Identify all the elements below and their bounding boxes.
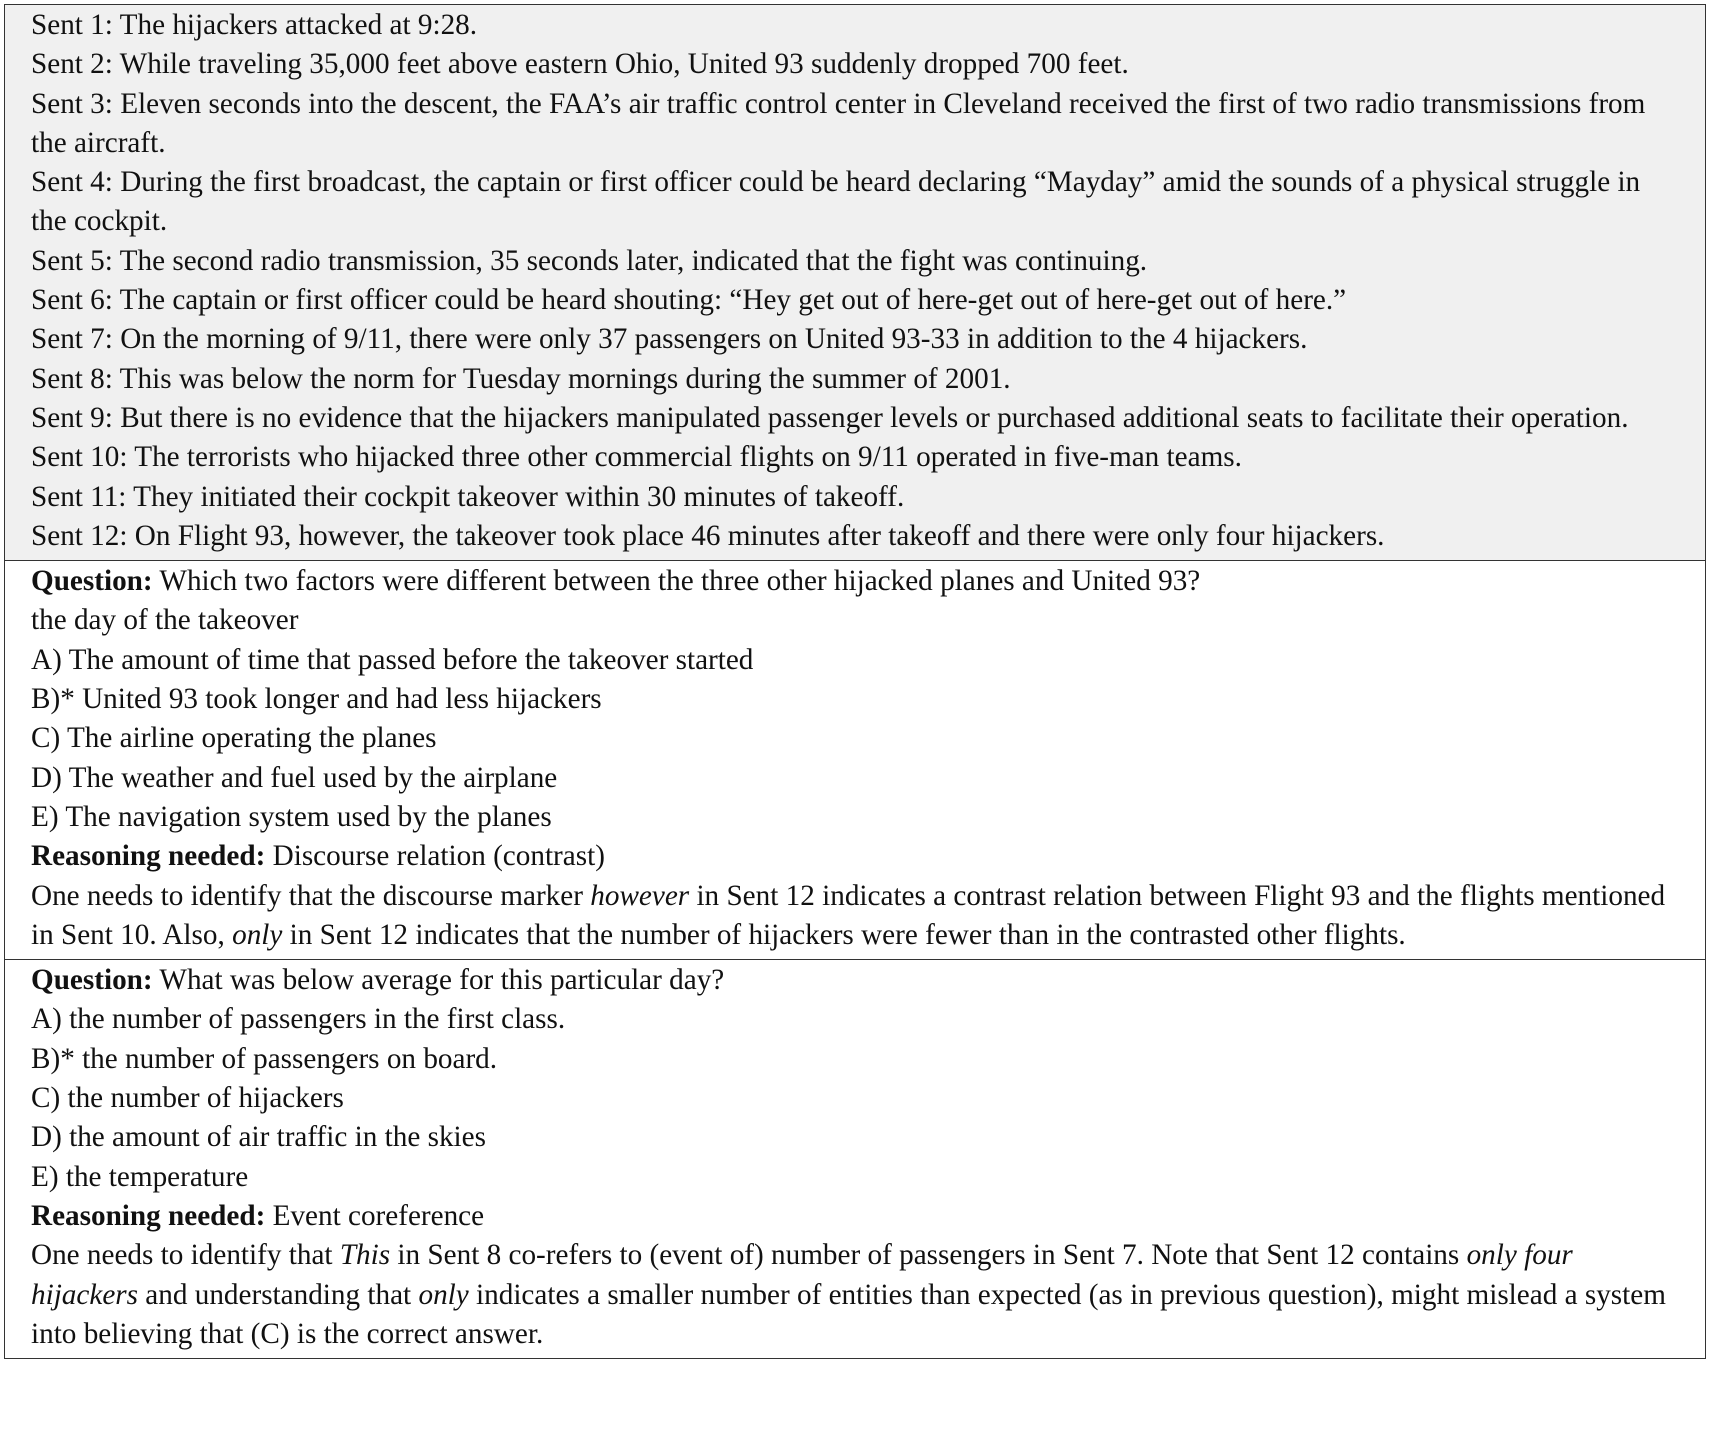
sentence-text: On Flight 93, however, the takeover took place 46 minutes after takeoff and there were only four hijackers.: [127, 519, 1385, 552]
sentence-11: [31, 478, 1679, 517]
sentence-text: During the first broadcast, the captain or first officer could be heard declaring “Mayday” amid the sounds of a physical struggle in the cockpit.: [31, 166, 1641, 238]
option-d: D) The weather and fuel used by the airplane: [31, 761, 558, 794]
sentence-5: [31, 242, 1679, 281]
sentence-2: [31, 45, 1679, 84]
reasoning-label: Reasoning needed:: [31, 1199, 266, 1232]
option-a: A) The amount of time that passed before the takeover started: [31, 643, 754, 676]
passage-section: [5, 5, 1705, 560]
question-label: Question:: [31, 565, 153, 598]
sentence-text: While traveling 35,000 feet above eastern Ohio, United 93 suddenly dropped 700 feet.: [112, 48, 1129, 81]
sentence-label: Sent 6:: [31, 284, 113, 317]
question-1-section: [5, 560, 1705, 959]
sentence-label: Sent 7:: [31, 323, 113, 356]
sentence-label: Sent 2:: [31, 48, 113, 81]
sentence-label: Sent 10:: [31, 441, 128, 474]
reasoning-type: Discourse relation (contrast): [265, 840, 605, 873]
explanation: [31, 1236, 1679, 1354]
explanation-text: One needs to identify that: [31, 1239, 340, 1272]
reasoning-type: Event coreference: [265, 1199, 485, 1232]
explanation-text: One needs to identify that the discourse marker: [31, 879, 591, 912]
sentence-4: [31, 163, 1679, 242]
reasoning-label: Reasoning needed:: [31, 840, 266, 873]
sentence-text: The captain or first officer could be heard shouting: “Hey get out of here-get out of here-get out of here.”: [112, 284, 1347, 317]
question-label: Question:: [31, 964, 153, 997]
option-c: C) the number of hijackers: [31, 1082, 344, 1115]
sentence-label: Sent 3:: [31, 87, 113, 120]
question-2: [31, 961, 1679, 1000]
option-e: E) The navigation system used by the planes: [31, 800, 552, 833]
sentence-8: [31, 360, 1679, 399]
example-table: [4, 4, 1706, 1359]
sentence-text: The terrorists who hijacked three other commercial flights on 9/11 operated in five-man teams.: [127, 441, 1242, 474]
sentence-text: But there is no evidence that the hijackers manipulated passenger levels or purchased additional seats to facilitate their operation.: [112, 401, 1629, 434]
sentence-label: Sent 12:: [31, 519, 128, 552]
option-a: A) the number of passengers in the first class.: [31, 1003, 566, 1036]
sentence-12: [31, 517, 1679, 556]
option-b-correct: B)* United 93 took longer and had less hijackers: [31, 683, 602, 716]
sentence-6: [31, 281, 1679, 320]
sentence-label: Sent 8:: [31, 362, 113, 395]
question-text: What was below average for this particular day?: [152, 964, 725, 997]
explanation-emphasis: however: [590, 879, 690, 912]
sentence-text: This was below the norm for Tuesday mornings during the summer of 2001.: [112, 362, 1011, 395]
explanation-text: indicates a smaller number of entities than expected (as in previous question), might mislead a system into believing that (C) is the correct answer.: [31, 1278, 1666, 1350]
sentence-3: [31, 85, 1679, 164]
explanation-emphasis: This: [339, 1239, 391, 1272]
option-c: C) The airline operating the planes: [31, 722, 437, 755]
sentence-text: Eleven seconds into the descent, the FAA’s air traffic control center in Cleveland received the first of two radio transmissions from the aircraft.: [31, 87, 1646, 159]
sentence-text: They initiated their cockpit takeover within 30 minutes of takeoff.: [126, 480, 905, 513]
explanation-text: and understanding that: [138, 1278, 419, 1311]
sentence-text: The hijackers attacked at 9:28.: [112, 9, 478, 41]
reasoning-needed: [31, 1197, 1679, 1236]
sentence-9: [31, 399, 1679, 438]
option-b-correct: B)* the number of passengers on board.: [31, 1042, 498, 1075]
explanation-emphasis: only four hijackers: [31, 1239, 1573, 1311]
sentence-text: On the morning of 9/11, there were only 37 passengers on United 93-33 in addition to the 4 hijackers.: [112, 323, 1308, 356]
question-1-extra-line: the day of the takeover: [31, 604, 299, 637]
explanation: [31, 877, 1679, 956]
sentence-label: Sent 11:: [31, 480, 127, 513]
sentence-label: Sent 9:: [31, 401, 113, 434]
sentence-label: Sent 5:: [31, 244, 113, 277]
explanation-emphasis: only: [418, 1278, 469, 1311]
reasoning-needed: [31, 837, 1679, 876]
sentence-label: Sent 4:: [31, 166, 113, 199]
sentence-10: [31, 438, 1679, 477]
explanation-text: in Sent 12 indicates that the number of hijackers were fewer than in the contrasted other flights.: [282, 918, 1406, 951]
sentence-label: Sent 1:: [31, 9, 113, 41]
sentence-7: [31, 320, 1679, 359]
explanation-emphasis: only: [232, 918, 283, 951]
explanation-text: in Sent 12 indicates a contrast relation between Flight 93 and the flights mentioned in Sent 10. Also,: [31, 879, 1666, 951]
sentence-text: The second radio transmission, 35 seconds later, indicated that the fight was continuing.: [112, 244, 1148, 277]
question-text: Which two factors were different between the three other hijacked planes and United 93?: [152, 565, 1201, 598]
option-e: E) the temperature: [31, 1160, 249, 1193]
question-1: [31, 562, 1679, 601]
option-d: D) the amount of air traffic in the skies: [31, 1121, 486, 1154]
explanation-text: in Sent 8 co-refers to (event of) number of passengers in Sent 7. Note that Sent 12 contains: [390, 1239, 1467, 1272]
sentence-1: [31, 6, 1679, 45]
question-2-section: [5, 959, 1705, 1358]
